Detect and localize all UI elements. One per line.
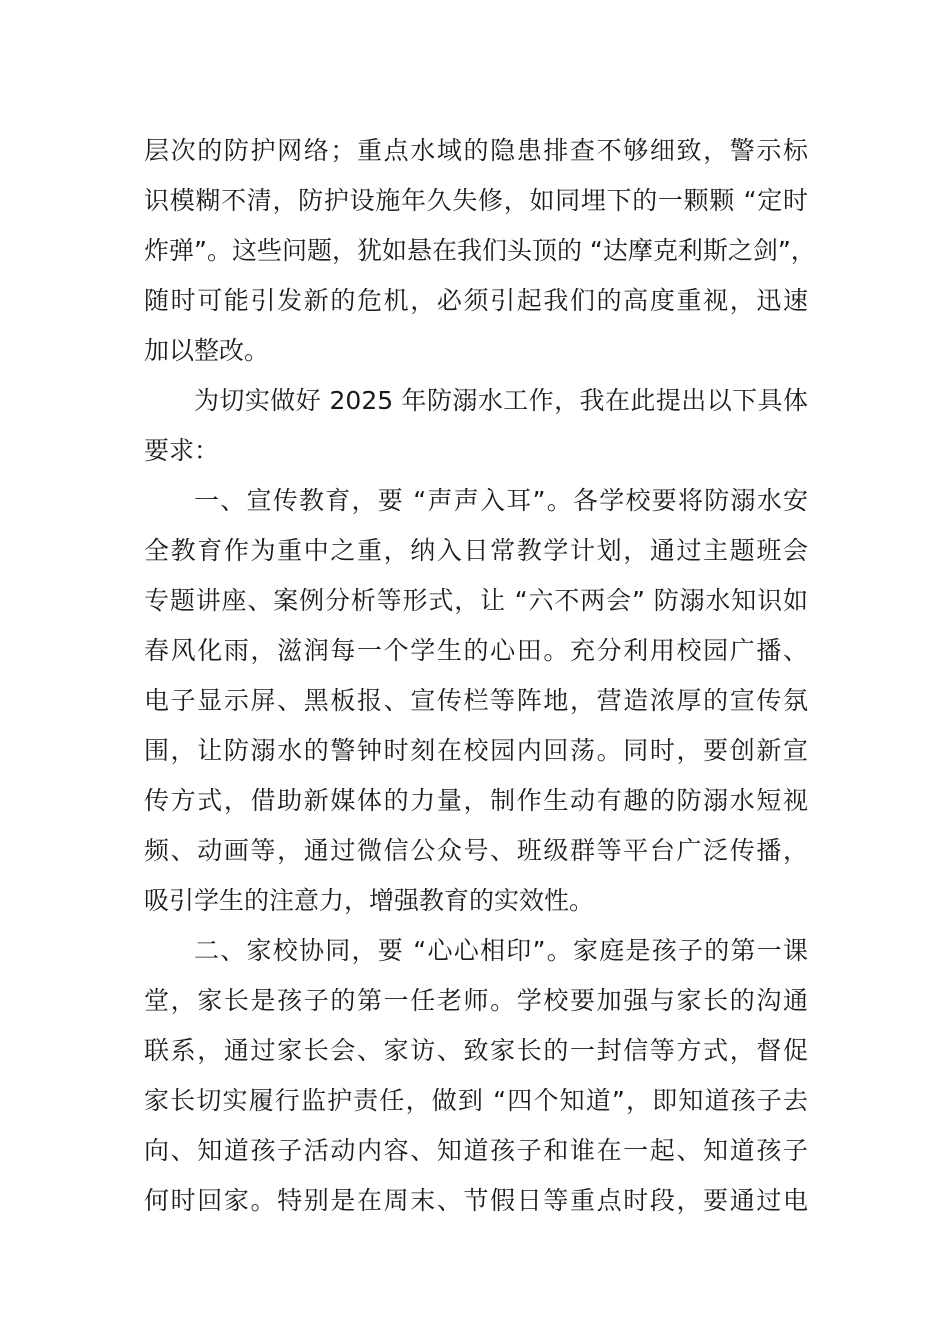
text-line: 随时可能引发新的危机，必须引起我们的高度重视，迅速 bbox=[144, 286, 808, 315]
text-line: 联系，通过家长会、家访、致家长的一封信等方式，督促 bbox=[144, 1036, 808, 1065]
text-line: 频、动画等，通过微信公众号、班级群等平台广泛传播， bbox=[144, 836, 808, 865]
document-body bbox=[144, 126, 816, 1226]
section-heading-line: 二、家校协同，要 “心心相印”。家庭是孩子的第一课 bbox=[194, 936, 808, 965]
text-line: 围，让防溺水的警钟时刻在校园内回荡。同时，要创新宣 bbox=[144, 736, 808, 765]
text-line: 堂，家长是孩子的第一任老师。学校要加强与家长的沟通 bbox=[144, 986, 808, 1015]
text-line: 电子显示屏、黑板报、宣传栏等阵地，营造浓厚的宣传氛 bbox=[144, 686, 808, 715]
text-line: 层次的防护网络；重点水域的隐患排查不够细致，警示标 bbox=[144, 136, 808, 165]
text-line: 传方式，借助新媒体的力量，制作生动有趣的防溺水短视 bbox=[144, 786, 808, 815]
text-line: 向、知道孩子活动内容、知道孩子和谁在一起、知道孩子 bbox=[144, 1136, 808, 1165]
text-line: 加以整改。 bbox=[144, 336, 270, 365]
text-line: 识模糊不清，防护设施年久失修，如同埋下的一颗颗 “定时 bbox=[144, 186, 808, 215]
text-line: 专题讲座、案例分析等形式，让 “六不两会” 防溺水知识如 bbox=[144, 586, 808, 615]
text-line: 要求： bbox=[144, 436, 220, 465]
section-heading-line: 一、宣传教育，要 “声声入耳”。各学校要将防溺水安 bbox=[194, 486, 808, 515]
text-line: 吸引学生的注意力，增强教育的实效性。 bbox=[144, 886, 595, 915]
text-line: 春风化雨，滋润每一个学生的心田。充分利用校园广播、 bbox=[144, 636, 808, 665]
text-line: 全教育作为重中之重，纳入日常教学计划，通过主题班会 bbox=[144, 536, 808, 565]
paragraph-first-line: 为切实做好 2025 年防溺水工作，我在此提出以下具体 bbox=[194, 386, 808, 415]
text-line: 何时回家。特别是在周末、节假日等重点时段，要通过电 bbox=[144, 1186, 808, 1215]
text-line: 家长切实履行监护责任，做到 “四个知道”，即知道孩子去 bbox=[144, 1086, 808, 1115]
text-line: 炸弹”。这些问题，犹如悬在我们头顶的 “达摩克利斯之剑”， bbox=[144, 236, 816, 265]
